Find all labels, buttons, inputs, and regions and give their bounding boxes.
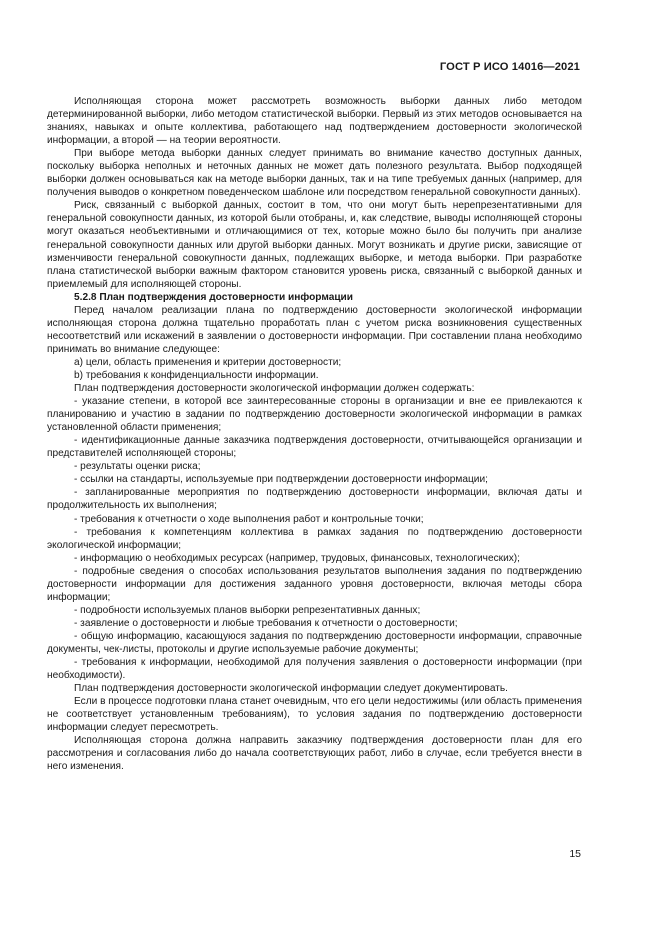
section-heading: 5.2.8 План подтверждения достоверности информации xyxy=(74,291,354,303)
list-item: - подробные сведения о способах использования результатов выполнения задания по подтверждению достоверности информации для достижения заданного уровня достоверности, включая методы сбора информации; xyxy=(47,565,582,603)
list-item: - результаты оценки риска; xyxy=(74,461,201,473)
list-item: - требования к отчетности о ходе выполнения работ и контрольные точки; xyxy=(74,513,424,525)
paragraph: Исполняющая сторона может рассмотреть возможность выборки данных либо методом детерминированной выборки, либо методом статистической выборки. Первый из этих методов основывается на знаниях, навыках и опыте коллектива, работающего над подтверждением достоверности экологической информации, а второй — на теории вероятности. xyxy=(47,96,582,147)
list-item: a) цели, область применения и критерии достоверности; xyxy=(74,356,342,368)
list-item: - общую информацию, касающуюся задания по подтверждению достоверности информации, справочные документы, чек-листы, протоколы и другие используемые рабочие документы; xyxy=(47,630,582,655)
paragraph: Исполняющая сторона должна направить заказчику подтверждения достоверности план для его рассмотрения и согласования либо до начала соответствующих работ, либо в случае, если требуется внести в него изменения. xyxy=(47,735,582,773)
document-body xyxy=(47,95,582,773)
document-header: ГОСТ Р ИСО 14016—2021 xyxy=(439,61,580,73)
list-item: - идентификационные данные заказчика подтверждения достоверности, отчитывающейся организации и представителей исполняющей стороны; xyxy=(47,435,582,460)
list-item: - запланированные мероприятия по подтверждению достоверности информации, включая даты и продолжительность их выполнения; xyxy=(47,487,582,512)
paragraph: План подтверждения достоверности экологической информации должен содержать: xyxy=(74,383,475,395)
paragraph: План подтверждения достоверности экологической информации следует документировать. xyxy=(74,683,508,695)
paragraph: При выборе метода выборки данных следует принимать во внимание качество доступных данных, поскольку выборка неполных и неточных данных не может дать полезного результата. Выбор подходящей выборки должен основываться как на методе выборки данных, так и на типе требуемых данных (например, для получения выводов о конкретном поведенческом шаблоне или посредством генеральной совокупности данных). xyxy=(47,148,582,199)
list-item: - заявление о достоверности и любые требования к отчетности о достоверности; xyxy=(74,617,458,629)
list-item: - указание степени, в которой все заинтересованные стороны в организации и вне ее привлекаются к планированию и участию в задании по подтверждению достоверности экологической информации в рамках установленной области применения; xyxy=(47,396,582,434)
list-item: - ссылки на стандарты, используемые при подтверждении достоверности информации; xyxy=(74,474,488,486)
list-item: - информацию о необходимых ресурсах (например, трудовых, финансовых, технологических); xyxy=(74,552,520,564)
paragraph: Если в процессе подготовки плана станет очевидным, что его цели недостижимы (или область применения не соответствует установленным требованиям), то условия задания по подтверждению достоверности информации следует пересмотреть. xyxy=(47,696,582,734)
paragraph: Риск, связанный с выборкой данных, состоит в том, что они могут быть нерепрезентативными для генеральной совокупности данных, из которой были отобраны, и, как следствие, выводы исполняющей стороны могут оказаться необъективными и отличающимися от тех, которые можно было бы получить при анализе генеральной совокупности данных или другой выборки данных. Могут возникать и другие риски, зависящие от изменчивости генеральной совокупности данных, подлежащих выборке, и метода выборки. При разработке плана статистической выборки важным фактором становится уровень риска, связанный с выборкой данных и приемлемый для исполняющей стороны. xyxy=(47,200,582,290)
list-item: - требования к информации, необходимой для получения заявления о достоверности информации (при необходимости). xyxy=(47,657,582,682)
list-item: - подробности используемых планов выборки репрезентативных данных; xyxy=(74,604,421,616)
page-number: 15 xyxy=(569,848,581,860)
paragraph: Перед началом реализации плана по подтверждению достоверности экологической информации исполняющая сторона должна тщательно проработать план с учетом риска возникновения существенных несоответствий или искажений в заявлении о достоверности информации. При составлении плана необходимо принимать во внимание следующее: xyxy=(47,304,582,355)
list-item: b) требования к конфиденциальности информации. xyxy=(74,369,319,381)
list-item: - требования к компетенциям коллектива в рамках задания по подтверждению достоверности экологической информации; xyxy=(47,526,582,551)
